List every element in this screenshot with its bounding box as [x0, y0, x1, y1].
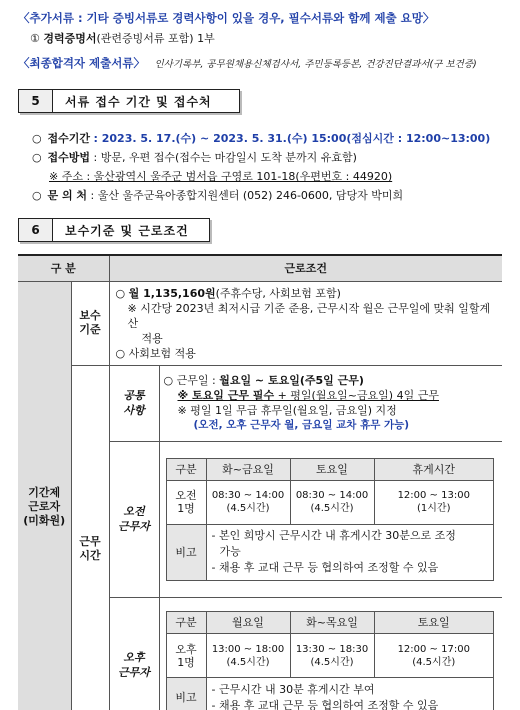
- final-docs-items: 인사기록부, 공무원채용신체검사서, 주민등록등본, 건강진단결과서(구 보건증): [154, 59, 477, 70]
- morning-label-cell: [109, 441, 159, 597]
- section6-title: 보수기준 및 근로조건: [65, 223, 189, 238]
- final-docs-title: 〈최종합격자 제출서류〉: [18, 56, 145, 70]
- note-line: - 채용 후 교대 근무 등 협의하여 조정할 수 있음: [211, 561, 439, 574]
- afternoon-header: 토요일: [374, 612, 494, 634]
- common-content: [159, 365, 502, 441]
- circle-bullet-icon: ○: [32, 189, 42, 202]
- pay-note: ※ 시간당 2023년 최저시급 기준 준용, 근무시작 월은 근무일에 맞춰 일할계산: [127, 301, 491, 330]
- section5-header: [18, 89, 240, 113]
- afternoon-header: 월요일: [206, 612, 290, 634]
- time-range: 08:30 ~ 14:00: [211, 490, 285, 501]
- row-label-line: 1명: [177, 655, 195, 669]
- pay-label-line: 보수: [79, 309, 101, 322]
- pay-amount: 1,135,160원: [143, 286, 216, 300]
- pay-suffix: (주휴수당, 사회보험 포함): [215, 286, 341, 300]
- section5-number: 5: [19, 90, 53, 112]
- time-hours: (4.5시간): [226, 656, 270, 668]
- time-range: 12:00 ~ 17:00: [397, 643, 470, 655]
- method-value: : 방문, 우편 접수(접수는 마감일시 도착 분까지 유효함): [93, 151, 357, 164]
- morning-time-cell: [290, 480, 374, 524]
- pay-prefix: 월: [128, 286, 144, 300]
- unpaid-day-note: ※ 평일 1일 무급 휴무일(월요일, 금요일) 지정: [177, 404, 397, 417]
- contact-value: : 울산 울주군육아종합지원센터 (052) 246-0600, 담당자 박미희: [90, 189, 404, 202]
- afternoon-schedule-table: [166, 611, 495, 710]
- time-range: 13:00 ~ 18:00: [211, 643, 285, 655]
- receipt-period: [32, 130, 490, 146]
- section5-title: 서류 접수 기간 및 접수처: [65, 94, 212, 109]
- afternoon-note-label: 비고: [166, 678, 206, 710]
- header-conditions: 근로조건: [109, 255, 502, 281]
- common-line1-prefix: 근무일 :: [176, 374, 220, 387]
- item-rest: (관련증빙서류 포함) 1부: [96, 32, 215, 45]
- receipt-address: ※ 주소 : 울산광역시 울주군 범서읍 구영로 101-18(우편번호 : 44920): [49, 170, 393, 183]
- note-line: - 채용 후 교대 근무 등 협의하여 조정할 수 있음: [211, 698, 439, 710]
- morning-header: 휴게시간: [374, 458, 494, 480]
- time-hours: (4.5시간): [412, 656, 456, 668]
- work-time-label-cell: [71, 365, 109, 710]
- pay-label-cell: [71, 281, 109, 365]
- morning-notes: [206, 524, 494, 580]
- employee-type-line: 근로자: [28, 499, 61, 513]
- pay-insurance: 사회보험 적용: [128, 346, 196, 360]
- row-label-line: 오후: [175, 642, 197, 656]
- afternoon-time-cell: [374, 634, 494, 678]
- afternoon-schedule-cell: [159, 597, 502, 710]
- afternoon-label-line: 근무자: [118, 665, 150, 679]
- section6-header: [18, 218, 210, 242]
- time-range: 13:30 ~ 18:30: [295, 643, 369, 655]
- circle-bullet-icon: ○: [115, 346, 129, 360]
- common-label-cell: [109, 365, 159, 441]
- pay-content: [109, 281, 502, 365]
- note-line: 가능: [219, 545, 241, 558]
- morning-note-label: 비고: [166, 524, 206, 580]
- note-line: - 근무시간 내 30분 휴게시간 부여: [211, 682, 375, 696]
- time-range: 12:00 ~ 13:00: [397, 490, 470, 501]
- time-range: 08:30 ~ 14:00: [295, 490, 369, 501]
- work-time-label-line: 시간: [79, 548, 101, 562]
- header-category: 구 분: [18, 255, 109, 281]
- afternoon-label-line: 오후: [123, 650, 145, 664]
- extra-docs-item: [30, 30, 215, 46]
- morning-schedule-cell: [159, 441, 502, 597]
- final-docs: [18, 55, 477, 71]
- morning-header: 구분: [166, 458, 206, 480]
- common-label-line: 공통: [123, 389, 145, 402]
- period-label: 접수기간: [47, 132, 91, 145]
- note-line: - 본인 희망시 근무시간 내 휴게시간 30분으로 조정: [211, 529, 456, 542]
- employee-type-line: 기간제: [28, 485, 61, 499]
- morning-time-cell: [374, 480, 494, 524]
- circle-bullet-icon: ○: [32, 151, 42, 164]
- contact-label: 문 의 처: [47, 189, 88, 202]
- morning-header: 토요일: [290, 458, 374, 480]
- item-bold: 경력증명서: [43, 32, 97, 45]
- pay-label-line: 기준: [79, 323, 101, 336]
- morning-time-cell: [206, 480, 290, 524]
- item-number: ①: [30, 32, 40, 45]
- circle-bullet-icon: ○: [32, 132, 42, 145]
- afternoon-notes: [206, 678, 494, 710]
- common-label-line: 사항: [123, 404, 145, 417]
- time-hours: (4.5시간): [310, 503, 354, 514]
- afternoon-header: 구분: [166, 612, 206, 634]
- morning-header: 화~금요일: [206, 458, 290, 480]
- saturday-required: ※ 토요일 근무 필수: [177, 389, 275, 402]
- afternoon-time-cell: [206, 634, 290, 678]
- time-hours: (4.5시간): [226, 503, 270, 514]
- afternoon-row-label: [166, 634, 206, 678]
- extra-docs-title: 〈추가서류 : 기타 증빙서류로 경력사항이 있을 경우, 필수서류와 함께 제출 요망〉: [18, 11, 435, 25]
- work-conditions-table: [18, 254, 502, 710]
- afternoon-label-cell: [109, 597, 159, 710]
- morning-row-label: [166, 480, 206, 524]
- time-hours: (1시간): [417, 503, 451, 514]
- weekday-days: + 평일(월요일~금요일) 4일 근무: [274, 389, 439, 402]
- row-label-line: 1명: [177, 502, 195, 515]
- method-label: 접수방법: [47, 151, 91, 164]
- pay-note-cont: 적용: [141, 331, 163, 345]
- circle-bullet-icon: ○: [163, 374, 177, 387]
- morning-label-line: 근무자: [118, 520, 150, 533]
- section6-number: 6: [19, 219, 53, 241]
- employee-type-line: (미화원): [23, 513, 66, 527]
- receipt-method: [32, 149, 357, 165]
- circle-bullet-icon: ○: [115, 286, 129, 300]
- afternoon-time-cell: [290, 634, 374, 678]
- row-label-line: 오전: [175, 489, 197, 502]
- work-time-label-line: 근무: [79, 534, 101, 548]
- alternate-rest-note: (오전, 오후 근무자 월, 금요일 교차 휴무 가능): [193, 419, 410, 431]
- employee-type-cell: [18, 281, 71, 710]
- common-line1-bold: 월요일 ~ 토요일(주5일 근무): [219, 374, 364, 387]
- morning-label-line: 오전: [123, 505, 145, 518]
- time-hours: (4.5시간): [310, 656, 354, 668]
- receipt-contact: [32, 187, 403, 203]
- period-value: : 2023. 5. 17.(수) ~ 2023. 5. 31.(수) 15:00(점심시간 : 12:00~13:00): [93, 132, 491, 145]
- afternoon-header: 화~목요일: [290, 612, 374, 634]
- morning-schedule-table: [166, 458, 495, 581]
